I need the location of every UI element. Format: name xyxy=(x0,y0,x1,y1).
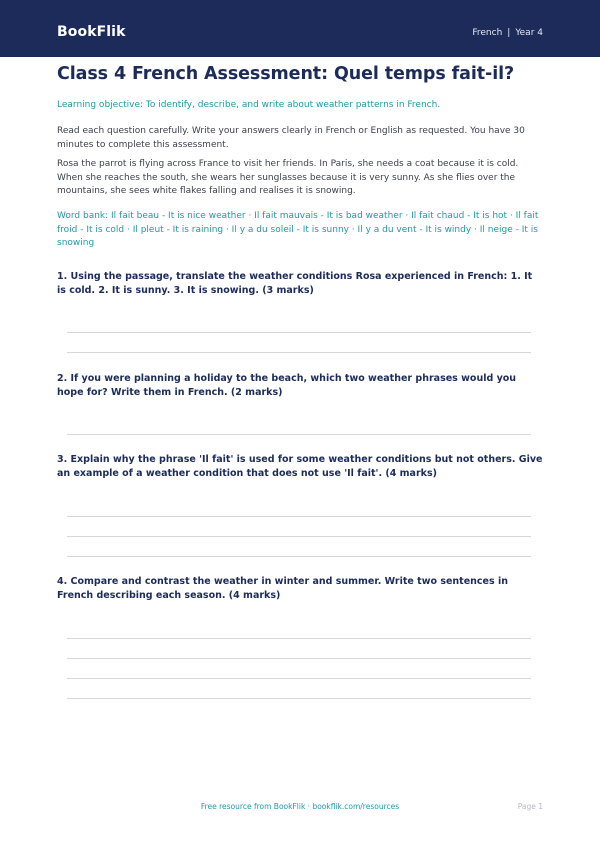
answer-line[interactable] xyxy=(67,698,531,699)
header-bar xyxy=(0,0,600,57)
answer-line[interactable] xyxy=(67,332,531,333)
footer-credit: Free resource from BookFlik · bookflik.com/resources xyxy=(200,802,400,811)
year-label: Year 4 xyxy=(515,28,543,38)
reading-passage: Rosa the parrot is flying across France to visit her friends. In Paris, she needs a coat because it is cold. When she reaches the south, she wears her sunglasses because it is very sunny. As she flies over the mountains, she sees white flakes falling and realises it is snowing. xyxy=(57,159,519,196)
answer-line[interactable] xyxy=(67,352,531,353)
learning-objective: Learning objective: To identify, describe, and write about weather patterns in French. xyxy=(57,100,441,110)
question-2: 2. If you were planning a holiday to the beach, which two weather phrases would you hope for? Write them in French. (2 marks) xyxy=(57,373,517,398)
answer-line[interactable] xyxy=(67,638,531,639)
header-meta xyxy=(472,28,543,38)
answer-line[interactable] xyxy=(67,536,531,537)
meta-separator: | xyxy=(507,28,511,38)
subject-label: French xyxy=(472,28,503,38)
question-3: 3. Explain why the phrase 'Il fait' is used for some weather conditions but not others. Give an example of a weather condition that does not use 'Il fait'. (4 marks) xyxy=(57,454,543,479)
question-1: 1. Using the passage, translate the weather conditions Rosa experienced in French: 1. It is cold. 2. It is sunny. 3. It is snowing. (3 marks) xyxy=(57,271,533,296)
answer-line[interactable] xyxy=(67,658,531,659)
page-number: Page 1 xyxy=(517,802,543,811)
brand-logo: BookFlik xyxy=(57,24,126,40)
question-4: 4. Compare and contrast the weather in winter and summer. Write two sentences in French describing each season. (4 marks) xyxy=(57,576,508,601)
page-title: Class 4 French Assessment: Quel temps fait-il? xyxy=(57,64,515,84)
word-bank: Word bank: Il fait beau - It is nice weather · Il fait mauvais - It is bad weather · Il fait chaud - It is hot · Il fait froid - It is cold · Il pleut - It is raining · Il y a du soleil - It is sunny · Il y a du vent - It is windy · Il neige - It is snowing xyxy=(57,211,539,248)
answer-line[interactable] xyxy=(67,678,531,679)
answer-line[interactable] xyxy=(67,434,531,435)
instructions-text: Read each question carefully. Write your answers clearly in French or English as requested. You have 30 minutes to complete this assessment. xyxy=(57,126,525,150)
answer-line[interactable] xyxy=(67,516,531,517)
answer-line[interactable] xyxy=(67,556,531,557)
